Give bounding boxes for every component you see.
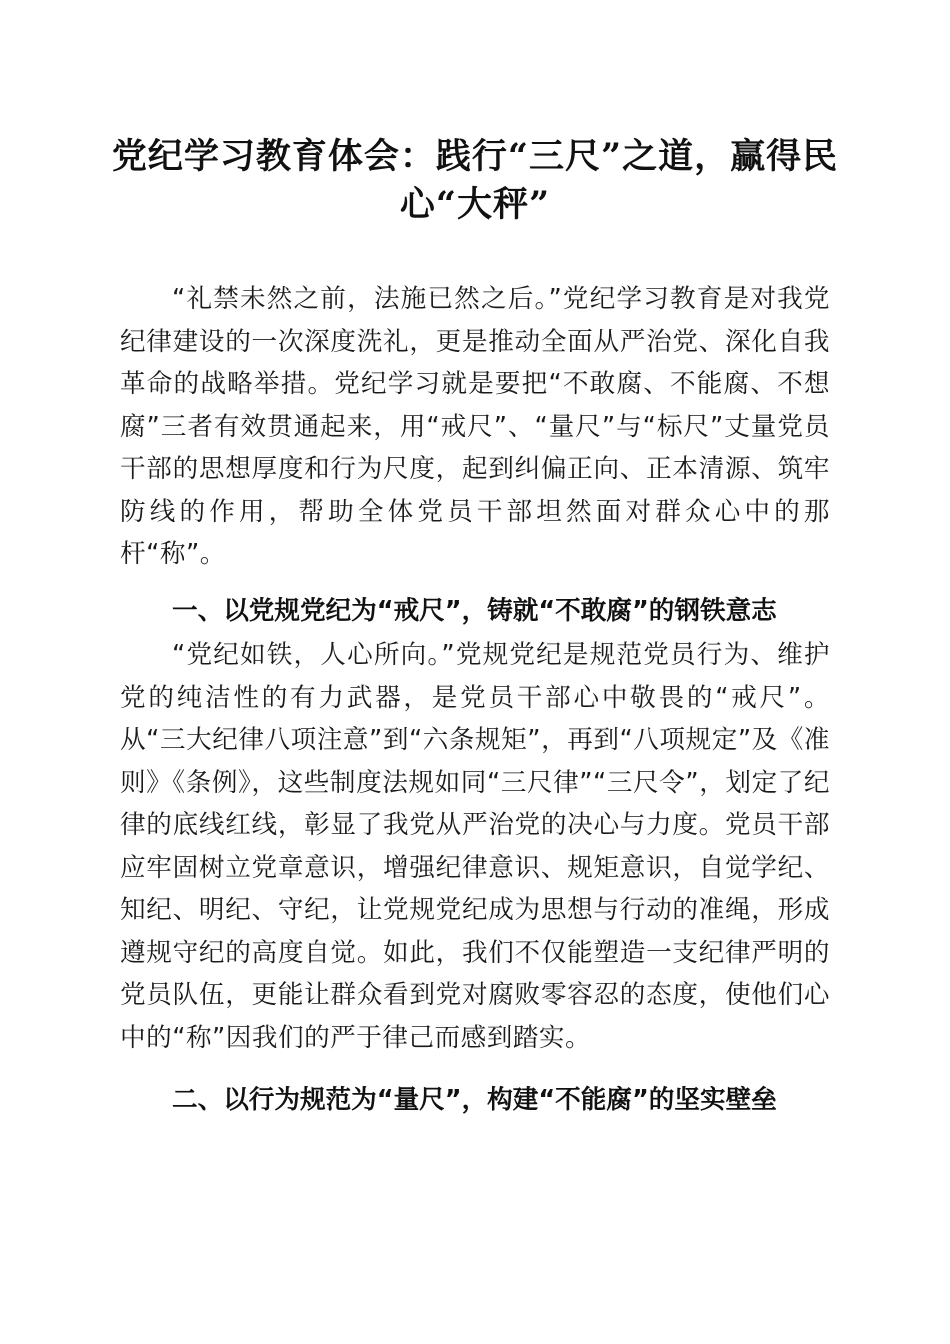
document-title: 党纪学习教育体会：践行“三尺”之道，赢得民心“大秤” — [111, 136, 839, 225]
section-heading-1: 一、以党规党纪为“戒尺”，铸就“不敢腐”的钢铁意志 — [172, 596, 777, 626]
section-heading-2: 二、以行为规范为“量尺”，构建“不能腐”的坚实壁垒 — [172, 1085, 777, 1115]
intro-paragraph: “礼禁未然之前，法施已然之后。”党纪学习教育是对我党纪律建设的一次深度洗礼，更是推动全面从严治党、深化自我革命的战略举措。党纪学习就是要把“不敢腐、不能腐、不想腐”三者有效贯通起来，用“戒尺”、“量尺”与“标尺”丈量党员干部的思想厚度和行为尺度，起到纠偏正向、正本清源、筑牢防线的作用，帮助全体党员干部坦然面对群众心中的那杆“称”。 — [120, 284, 830, 569]
section-1-paragraph: “党纪如铁，人心所向。”党规党纪是规范党员行为、维护党的纯洁性的有力武器，是党员干部心中敬畏的“戒尺”。从“三大纪律八项注意”到“六条规矩”，再到“八项规定”及《准则》《条例》，这些制度法规如同“三尺律”“三尺令”，划定了纪律的底线红线，彰显了我党从严治党的决心与力度。党员干部应牢固树立党章意识，增强纪律意识、规矩意识，自觉学纪、知纪、明纪、守纪，让党规党纪成为思想与行动的准绳，形成遵规守纪的高度自觉。如此，我们不仅能塑造一支纪律严明的党员队伍，更能让群众看到党对腐败零容忍的态度，使他们心中的“称”因我们的严于律己而感到踏实。 — [120, 640, 830, 1053]
